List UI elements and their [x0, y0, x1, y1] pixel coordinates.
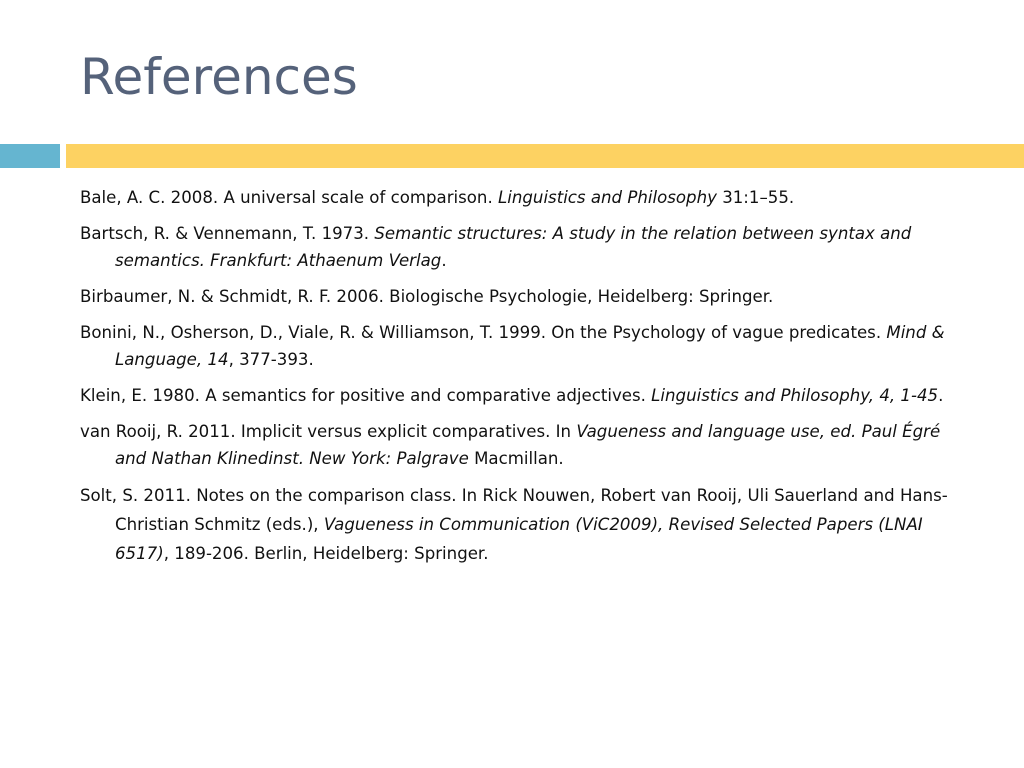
reference-item [80, 382, 970, 409]
reference-italic: Mind & Language, 14 [115, 323, 945, 369]
reference-text: , 189-206. Berlin, Heidelberg: Springer. [163, 544, 489, 563]
reference-text: Birbaumer, N. & Schmidt, R. F. 2006. Biologische Psychologie, Heidelberg: Springer. [80, 287, 774, 306]
reference-item [80, 184, 970, 211]
reference-italic: Linguistics and Philosophy, 4, 1-45 [651, 386, 939, 405]
reference-text: Macmillan. [468, 449, 564, 468]
reference-text: Solt, S. 2011. Notes on the comparison class. In Rick Nouwen, Robert van Rooij, Uli Sauerland and Hans-Christian Schmitz (eds.), [80, 486, 948, 534]
reference-text: . [441, 251, 447, 270]
reference-text: Bartsch, R. & Vennemann, T. 1973. [80, 224, 375, 243]
reference-item [80, 418, 970, 472]
reference-italic: Semantic structures: A study in the relation between syntax and semantics. Frankfurt: Athaenum Verlag [115, 224, 912, 270]
reference-list [80, 184, 970, 577]
reference-item [80, 283, 970, 310]
accent-bar-yellow [66, 144, 1024, 168]
reference-item [80, 319, 970, 373]
slide-title: References [80, 48, 358, 106]
reference-text: 31:1–55. [716, 188, 795, 207]
reference-text: Bonini, N., Osherson, D., Viale, R. & Williamson, T. 1999. On the Psychology of vague predicates. [80, 323, 887, 342]
reference-italic: Vagueness and language use, ed. Paul Égré and Nathan Klinedinst. New York: Palgrave [115, 422, 941, 468]
reference-item [80, 220, 970, 274]
reference-text: Bale, A. C. 2008. A universal scale of comparison. [80, 188, 499, 207]
reference-italic: Linguistics and Philosophy [498, 188, 717, 207]
reference-text: . [938, 386, 944, 405]
accent-bar-blue [0, 144, 60, 168]
reference-text: , 377-393. [228, 350, 314, 369]
reference-text: Klein, E. 1980. A semantics for positive and comparative adjectives. [80, 386, 652, 405]
reference-item [80, 481, 970, 568]
reference-text: van Rooij, R. 2011. Implicit versus explicit comparatives. In [80, 422, 577, 441]
reference-italic: Vagueness in Communication (ViC2009), Revised Selected Papers (LNAI 6517) [115, 515, 923, 563]
